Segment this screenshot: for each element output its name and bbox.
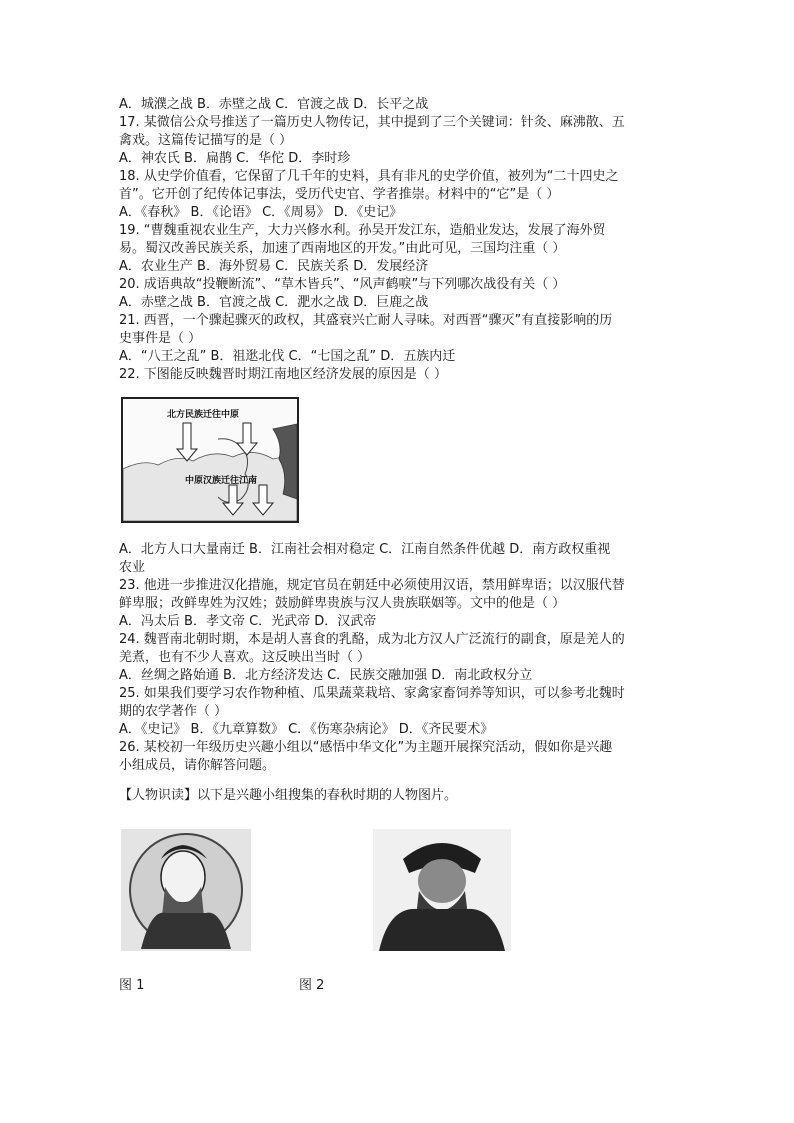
text-line: 羌煮，也有不少人喜欢。这反映出当时（ ） <box>119 650 371 665</box>
text-line: A．城濮之战 B．赤壁之战 C．官渡之战 D．长平之战 <box>119 97 429 112</box>
text-line: 25. 如果我们要学习农作物种植、瓜果蔬菜栽培、家禽家畜饲养等知识，可以参考北魏时 <box>119 686 625 701</box>
questions-block-1 <box>119 96 679 384</box>
text-line: 小组成员，请你解答问题。 <box>119 758 276 773</box>
text-line: 期的农学著作（ ） <box>119 704 228 719</box>
text-line: 禽戏。这篇传记描写的是（ ） <box>119 133 293 148</box>
map-label-north: 北方民族迁往中原 <box>167 410 240 420</box>
text-line: A．丝绸之路始通 B．北方经济发达 C．民族交融加强 D．南北政权分立 <box>119 668 533 683</box>
text-line: 19. “曹魏重视农业生产，大力兴修水利。孙吴开发江东，造船业发达，发展了海外贸 <box>119 223 606 238</box>
questions-block-2 <box>119 541 679 775</box>
text-line: A．《史记》 B．《九章算数》 C．《伤寒杂病论》 D．《齐民要术》 <box>119 722 494 737</box>
text-line: 17. 某微信公众号推送了一篇历史人物传记，其中提到了三个关键词：针灸、麻沸散、五 <box>119 115 625 130</box>
text-line: A．农业生产 B．海外贸易 C．民族关系 D．发展经济 <box>119 259 429 274</box>
migration-map <box>121 397 299 523</box>
text-line: 18. 从史学价值看，它保留了几千年的史料，具有非凡的史学价值，被列为“二十四史之 <box>119 169 619 184</box>
text-line: A．神农氏 B．扁鹊 C．华佗 D．李时珍 <box>119 151 351 166</box>
map-label-south: 中原汉族迁往江南 <box>185 476 258 486</box>
figure-1-caption: 图 1 <box>119 978 145 993</box>
text-line: 鲜卑服；改鲜卑姓为汉姓；鼓励鲜卑贵族与汉人贵族联姻等。文中的他是（ ） <box>119 596 566 611</box>
text-line: 24. 魏晋南北朝时期，本是胡人喜食的乳酪，成为北方汉人广泛流行的副食，原是羌人的 <box>119 632 625 647</box>
figures-row <box>119 829 679 993</box>
figure-2-caption: 图 2 <box>299 978 325 993</box>
text-line: 21. 西晋，一个骤起骤灭的政权，其盛衰兴亡耐人寻味。对西晋“骤灭”有直接影响的历 <box>119 313 613 328</box>
text-line: A．“八王之乱” B．祖逖北伐 C．“七国之乱” D．五族内迁 <box>119 349 456 364</box>
document-page <box>119 96 679 993</box>
section-heading: 【人物识读】以下是兴趣小组搜集的春秋时期的人物图片。 <box>119 788 458 803</box>
text-line: 农业 <box>119 560 146 575</box>
text-line: 史事件是（ ） <box>119 331 202 346</box>
text-line: 22. 下图能反映魏晋时期江南地区经济发展的原因是（ ） <box>119 367 447 382</box>
text-line: 26. 某校初一年级历史兴趣小组以“感悟中华文化”为主题开展探究活动，假如你是兴趣 <box>119 740 613 755</box>
figure-2-image <box>373 829 511 951</box>
text-line: 23. 他进一步推进汉化措施，规定官员在朝廷中必须使用汉语，禁用鲜卑语；以汉服代替 <box>119 578 625 593</box>
text-line: A．《春秋》 B．《论语》 C．《周易》 D．《史记》 <box>119 205 403 220</box>
text-line: A．赤壁之战 B．官渡之战 C．淝水之战 D．巨鹿之战 <box>119 295 429 310</box>
text-line: 20. 成语典故“投鞭断流”、“草木皆兵”、“风声鹤唳”与下列哪次战役有关（ ） <box>119 277 566 292</box>
figure-1-image <box>121 829 251 951</box>
text-line: 易。蜀汉改善民族关系，加速了西南地区的开发。”由此可见，三国均注重（ ） <box>119 241 566 256</box>
text-line: A．北方人口大量南迁 B．江南社会相对稳定 C．江南自然条件优越 D．南方政权重视 <box>119 542 611 557</box>
text-line: A．冯太后 B．孝文帝 C．光武帝 D．汉武帝 <box>119 614 377 629</box>
text-line: 首”。它开创了纪传体记事法，受历代史官、学者推崇。材料中的“它”是（ ） <box>119 187 560 202</box>
